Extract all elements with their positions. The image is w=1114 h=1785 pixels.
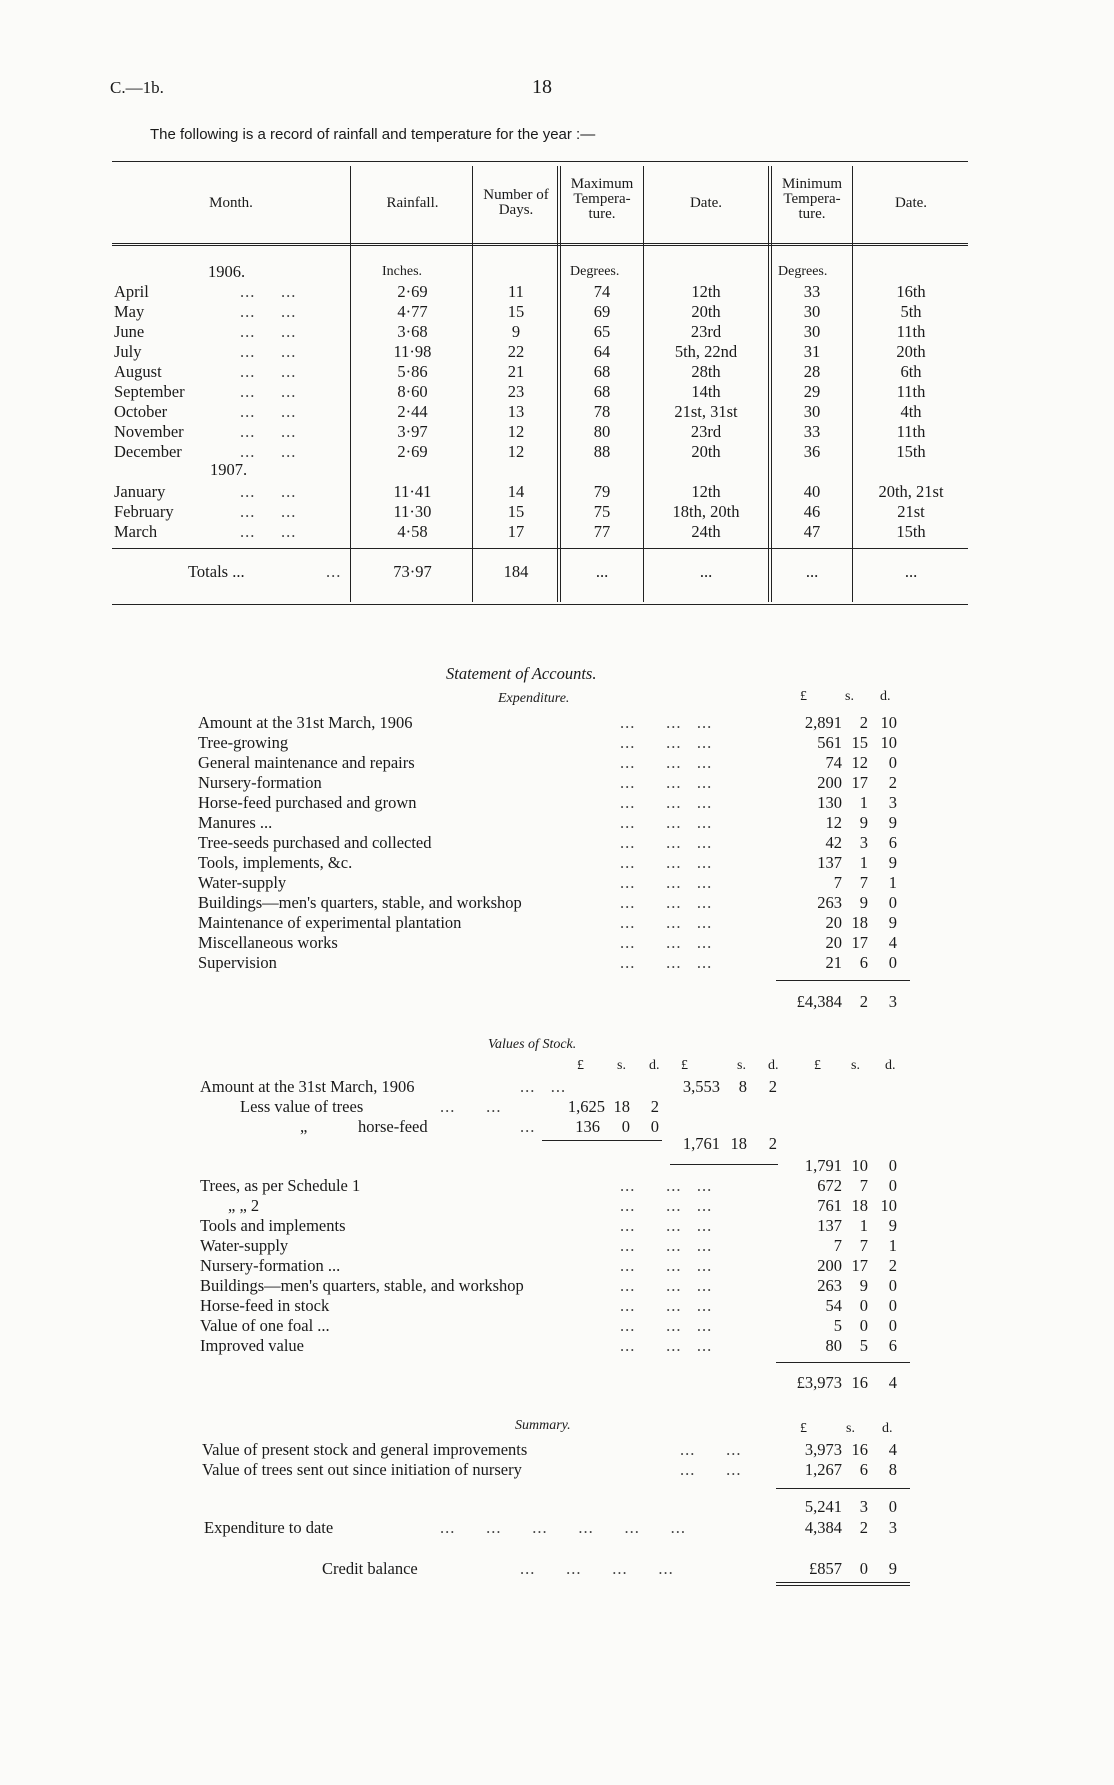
stock-total-pence: 4 (888, 1373, 897, 1392)
stock-item-pounds: 263 (817, 1276, 842, 1295)
rain-row-days: 9 (511, 322, 521, 341)
stock-item-label: Value of one foal ... (200, 1316, 330, 1335)
rain-row-min-date: 11th (896, 322, 926, 341)
expenditure-pounds: 74 (825, 753, 842, 772)
stock-item-pence: 0 (888, 1176, 897, 1195)
rain-row-leader: ... ... (240, 402, 297, 421)
expenditure-pence: 0 (888, 893, 897, 912)
intro-text: The following is a record of rainfall and temperature for the year :— (150, 126, 596, 143)
summary-title: Summary. (515, 1418, 571, 1433)
sum-col-pence: d. (882, 1421, 893, 1436)
expenditure-pounds: 200 (817, 773, 842, 792)
rain-row-max-date: 5th, 22nd (674, 342, 738, 361)
expenditure-shillings: 9 (859, 813, 868, 832)
rain-row-min: 46 (803, 502, 821, 521)
rain-row-max-date: 20th (691, 442, 721, 461)
expenditure-pounds: 561 (817, 733, 842, 752)
stock-col3-shillings: s. (851, 1058, 860, 1073)
rain-row-max: 74 (593, 282, 611, 301)
rain-row-leader: ... ... (240, 322, 297, 341)
stock-item-shillings: 0 (859, 1316, 868, 1335)
unit-degrees-min: Degrees. (778, 264, 828, 279)
stock-net-pounds: 1,791 (804, 1156, 842, 1175)
expenditure-label: Amount at the 31st March, 1906 (198, 713, 413, 732)
rain-row-rainfall: 8·60 (397, 382, 428, 401)
expenditure-leader: ... ... ... (620, 933, 713, 952)
expenditure-pounds: 7 (833, 873, 842, 892)
expenditure-shillings: 9 (859, 893, 868, 912)
expenditure-pence: 1 (888, 873, 897, 892)
expenditure-pounds: 137 (817, 853, 842, 872)
stock-item-pence: 2 (888, 1256, 897, 1275)
rain-row-days: 15 (507, 302, 525, 321)
rain-row-rainfall: 2·44 (397, 402, 428, 421)
rain-row-max-date: 12th (691, 282, 721, 301)
rain-row-rainfall: 2·69 (397, 442, 428, 461)
expenditure-leader: ... ... ... (620, 733, 713, 752)
rain-row-days: 15 (507, 502, 525, 521)
less-horse-pounds: 136 (575, 1117, 600, 1136)
stock-item-pounds: 761 (817, 1196, 842, 1215)
stock-item-shillings: 7 (859, 1236, 868, 1255)
rain-row-rainfall: 11·98 (393, 342, 432, 361)
rain-row-month: May (114, 302, 145, 321)
rain-row-leader: ... ... (240, 502, 297, 521)
summary-sum-pence: 0 (888, 1497, 897, 1516)
stock-item-pounds: 5 (833, 1316, 842, 1335)
trees-sent-pounds: 1,267 (804, 1460, 842, 1479)
rain-row-max: 80 (593, 422, 611, 441)
totals-max-date: ... (699, 562, 713, 581)
stock-net-pence: 0 (888, 1156, 897, 1175)
rain-row-min-date: 15th (896, 442, 926, 461)
acc-total-pounds: £4,384 (796, 992, 842, 1011)
stock-amount-pounds: 3,553 (682, 1077, 720, 1096)
present-stock-label: Value of present stock and general improvements (202, 1440, 528, 1459)
expenditure-to-date-pounds: 4,384 (804, 1518, 842, 1537)
expenditure-leader: ... ... ... (620, 813, 713, 832)
summary-sum-shillings: 3 (859, 1497, 868, 1516)
acc-total-pence: 3 (888, 992, 897, 1011)
expenditure-pence: 9 (888, 853, 897, 872)
stock-col3-pounds: £ (814, 1058, 821, 1073)
expenditure-label: Water-supply (198, 873, 287, 892)
stock-total-pounds: £3,973 (796, 1373, 842, 1392)
expenditure-shillings: 15 (851, 733, 868, 752)
rain-row-min-date: 6th (900, 362, 922, 381)
col-rainfall: Rainfall. (386, 195, 439, 211)
rain-row-leader: ... ... (240, 342, 297, 361)
expenditure-shillings: 1 (859, 853, 868, 872)
unit-inches: Inches. (382, 264, 423, 279)
rain-row-min: 31 (803, 342, 821, 361)
expenditure-leader: ... ... ... (620, 833, 713, 852)
less-horse-shillings: 0 (621, 1117, 630, 1136)
stock-item-pence: 0 (888, 1276, 897, 1295)
stock-item-shillings: 5 (859, 1336, 868, 1355)
present-stock-pence: 4 (888, 1440, 897, 1459)
stock-item-pounds: 200 (817, 1256, 842, 1275)
rain-row-leader: ... ... (240, 382, 297, 401)
expenditure-pounds: 20 (825, 913, 842, 932)
less-total-pounds: 1,761 (682, 1134, 720, 1153)
rain-row-rainfall: 3·68 (397, 322, 428, 341)
stock-item-label: Improved value (200, 1336, 305, 1355)
rain-row-days: 11 (508, 282, 524, 301)
year-1906: 1906. (208, 262, 246, 281)
credit-balance-pence: 9 (888, 1559, 897, 1578)
stock-item-label: „ „ 2 (228, 1196, 260, 1215)
expenditure-label: Tools, implements, &c. (198, 853, 353, 872)
less-trees-pence: 2 (650, 1097, 659, 1116)
stock-item-pounds: 7 (833, 1236, 842, 1255)
stock-col2-pounds: £ (681, 1058, 688, 1073)
expenditure-label: Maintenance of experimental plantation (198, 913, 462, 932)
rain-row-month: March (114, 522, 158, 541)
rain-row-days: 12 (507, 442, 525, 461)
year-1907: 1907. (210, 460, 248, 479)
stock-item-label: Nursery-formation ... (200, 1256, 341, 1275)
less-horse-ditto: „ (300, 1117, 308, 1136)
expenditure-pounds: 42 (825, 833, 842, 852)
expenditure-leader: ... ... ... (620, 953, 713, 972)
expenditure-pounds: 21 (825, 953, 842, 972)
rain-row-min: 30 (803, 322, 821, 341)
stock-col1-pounds: £ (577, 1058, 584, 1073)
stock-amount-leader: ... ... (520, 1077, 567, 1096)
stock-item-pounds: 137 (817, 1216, 842, 1235)
stock-item-pence: 1 (888, 1236, 897, 1255)
totals-min-date: ... (904, 562, 918, 581)
stock-item-leader: ... ... ... (620, 1276, 713, 1295)
credit-balance-label: Credit balance (322, 1559, 418, 1578)
credit-balance-shillings: 0 (859, 1559, 868, 1578)
expenditure-to-date-label: Expenditure to date (204, 1518, 334, 1537)
rain-row-max-date: 21st, 31st (674, 402, 738, 421)
stock-item-pounds: 54 (825, 1296, 842, 1315)
expenditure-label: General maintenance and repairs (198, 753, 415, 772)
rain-row-max: 68 (593, 382, 611, 401)
rain-row-max: 79 (593, 482, 611, 501)
trees-sent-pence: 8 (888, 1460, 897, 1479)
page-number: 18 (532, 76, 552, 98)
rain-row-rainfall: 3·97 (397, 422, 428, 441)
rain-row-min: 30 (803, 402, 821, 421)
stock-item-shillings: 0 (859, 1296, 868, 1315)
present-stock-leader: ... ... (680, 1440, 742, 1459)
expenditure-pence: 0 (888, 753, 897, 772)
stock-item-label: Horse-feed in stock (200, 1296, 330, 1315)
expenditure-label: Nursery-formation (198, 773, 322, 792)
rain-row-month: September (114, 382, 185, 401)
stock-item-pounds: 672 (817, 1176, 842, 1195)
expenditure-pence: 2 (888, 773, 897, 792)
sum-col-pounds: £ (800, 1421, 807, 1436)
stock-net-shillings: 10 (851, 1156, 868, 1175)
rain-row-max-date: 24th (691, 522, 721, 541)
rain-row-rainfall: 11·41 (393, 482, 432, 501)
rain-row-min: 29 (803, 382, 821, 401)
expenditure-shillings: 7 (859, 873, 868, 892)
expenditure-to-date-leader: ... ... ... ... ... ... (440, 1518, 686, 1537)
rain-row-month: October (114, 402, 168, 421)
stock-item-pence: 0 (888, 1316, 897, 1335)
rain-row-max-date: 14th (691, 382, 721, 401)
expenditure-to-date-pence: 3 (888, 1518, 897, 1537)
expenditure-pence: 3 (888, 793, 897, 812)
stock-col2-pence: d. (768, 1058, 779, 1073)
totals-days: 184 (503, 562, 529, 581)
rain-row-days: 17 (507, 522, 525, 541)
rain-row-rainfall: 2·69 (397, 282, 428, 301)
expenditure-shillings: 3 (859, 833, 868, 852)
expenditure-label: Miscellaneous works (198, 933, 338, 952)
expenditure-label: Tree-growing (198, 733, 289, 752)
less-total-pence: 2 (768, 1134, 777, 1153)
rain-row-month: June (114, 322, 145, 341)
rain-row-leader: ... ... (240, 522, 297, 541)
rain-row-days: 22 (507, 342, 525, 361)
stock-amount-pence: 2 (768, 1077, 777, 1096)
expenditure-subtitle: Expenditure. (498, 691, 570, 706)
rain-row-min: 40 (803, 482, 821, 501)
expenditure-leader: ... ... ... (620, 713, 713, 732)
rain-row-month: November (114, 422, 184, 441)
rain-row-max: 88 (593, 442, 611, 461)
rain-row-leader: ... ... (240, 422, 297, 441)
rain-row-rainfall: 11·30 (393, 502, 432, 521)
rain-row-min: 47 (803, 522, 821, 541)
expenditure-label: Manures ... (198, 813, 273, 832)
expenditure-leader: ... ... ... (620, 913, 713, 932)
stock-item-leader: ... ... ... (620, 1176, 713, 1195)
col-days: Number of Days. (483, 187, 549, 218)
present-stock-pounds: 3,973 (804, 1440, 842, 1459)
rain-row-min: 33 (803, 422, 821, 441)
stock-item-pence: 10 (880, 1196, 897, 1215)
expenditure-pence: 10 (880, 713, 897, 732)
totals-min: ... (805, 562, 819, 581)
less-trees-label: Less value of trees (240, 1097, 364, 1116)
expenditure-label: Buildings—men's quarters, stable, and workshop (198, 893, 522, 912)
expenditure-label: Horse-feed purchased and grown (198, 793, 417, 812)
rain-row-month: August (114, 362, 162, 381)
rain-row-min: 36 (803, 442, 821, 461)
rain-row-month: February (114, 502, 174, 521)
totals-leader: ... (326, 562, 342, 581)
stock-item-pence: 9 (888, 1216, 897, 1235)
accounts-title: Statement of Accounts. (446, 664, 597, 683)
totals-max: ... (595, 562, 609, 581)
rain-row-max: 64 (593, 342, 611, 361)
stock-item-label: Water-supply (200, 1236, 289, 1255)
col-min-date: Date. (894, 195, 928, 211)
rain-row-leader: ... ... (240, 362, 297, 381)
stock-col2-shillings: s. (737, 1058, 746, 1073)
stock-item-leader: ... ... ... (620, 1256, 713, 1275)
rain-row-leader: ... ... (240, 302, 297, 321)
unit-degrees-max: Degrees. (570, 264, 620, 279)
stock-total-shillings: 16 (851, 1373, 868, 1392)
stock-amount-shillings: 8 (738, 1077, 747, 1096)
rain-row-min-date: 16th (896, 282, 926, 301)
stock-col1-pence: d. (649, 1058, 660, 1073)
less-trees-leader: ... ... (440, 1097, 502, 1116)
rain-row-max: 78 (593, 402, 611, 421)
rain-row-min-date: 21st (897, 502, 925, 521)
rain-row-min-date: 15th (896, 522, 926, 541)
rain-row-min-date: 4th (900, 402, 922, 421)
stock-item-leader: ... ... ... (620, 1196, 713, 1215)
expenditure-leader: ... ... ... (620, 873, 713, 892)
present-stock-shillings: 16 (851, 1440, 868, 1459)
stock-item-leader: ... ... ... (620, 1236, 713, 1255)
less-trees-pounds: 1,625 (567, 1097, 605, 1116)
rain-row-max-date: 28th (691, 362, 721, 381)
stock-col3-pence: d. (885, 1058, 896, 1073)
trees-sent-shillings: 6 (859, 1460, 868, 1479)
rain-row-days: 14 (507, 482, 525, 501)
rain-row-min-date: 11th (896, 422, 926, 441)
sum-col-shillings: s. (846, 1421, 855, 1436)
expenditure-label: Tree-seeds purchased and collected (198, 833, 432, 852)
trees-sent-leader: ... ... (680, 1460, 742, 1479)
expenditure-shillings: 18 (851, 913, 868, 932)
expenditure-label: Supervision (198, 953, 277, 972)
stock-item-leader: ... ... ... (620, 1296, 713, 1315)
stock-item-shillings: 7 (859, 1176, 868, 1195)
expenditure-shillings: 2 (859, 713, 868, 732)
stock-title: Values of Stock. (488, 1037, 577, 1052)
rain-row-max: 68 (593, 362, 611, 381)
acc-col-pounds: £ (800, 689, 807, 704)
less-total-shillings: 18 (730, 1134, 747, 1153)
less-trees-shillings: 18 (613, 1097, 630, 1116)
acc-col-shillings: s. (845, 689, 854, 704)
rain-row-max-date: 18th, 20th (672, 502, 740, 521)
rain-row-min-date: 20th (896, 342, 926, 361)
stock-item-leader: ... ... ... (620, 1336, 713, 1355)
expenditure-pence: 9 (888, 813, 897, 832)
rain-row-max: 75 (593, 502, 611, 521)
credit-balance-pounds: £857 (809, 1559, 842, 1578)
expenditure-shillings: 1 (859, 793, 868, 812)
rain-row-days: 12 (507, 422, 525, 441)
stock-item-shillings: 1 (859, 1216, 868, 1235)
col-min-temp: Minimum Tempera-ture. (781, 176, 842, 222)
expenditure-pence: 10 (880, 733, 897, 752)
expenditure-pounds: 12 (825, 813, 842, 832)
less-horse-leader: ... (520, 1117, 536, 1136)
stock-item-label: Tools and implements (200, 1216, 346, 1235)
rain-row-max-date: 12th (691, 482, 721, 501)
stock-amount-label: Amount at the 31st March, 1906 (200, 1077, 415, 1096)
rain-row-max-date: 23rd (690, 422, 722, 441)
expenditure-pounds: 130 (817, 793, 842, 812)
expenditure-pounds: 2,891 (804, 713, 842, 732)
expenditure-pence: 6 (888, 833, 897, 852)
summary-sum-pounds: 5,241 (804, 1497, 842, 1516)
expenditure-shillings: 17 (851, 933, 868, 952)
expenditure-pence: 0 (888, 953, 897, 972)
less-horse-label: horse-feed (358, 1117, 428, 1136)
stock-item-shillings: 9 (859, 1276, 868, 1295)
expenditure-leader: ... ... ... (620, 773, 713, 792)
rain-row-leader: ... ... (240, 282, 297, 301)
document-reference: C.—1b. (110, 78, 164, 97)
expenditure-pence: 4 (888, 933, 897, 952)
expenditure-pence: 9 (888, 913, 897, 932)
rain-row-max: 77 (593, 522, 611, 541)
rain-row-month: January (114, 482, 166, 501)
stock-item-label: Buildings—men's quarters, stable, and workshop (200, 1276, 524, 1295)
rain-row-month: December (114, 442, 182, 461)
rain-row-max: 65 (593, 322, 611, 341)
expenditure-leader: ... ... ... (620, 853, 713, 872)
expenditure-pounds: 263 (817, 893, 842, 912)
rain-row-min-date: 5th (900, 302, 922, 321)
expenditure-pounds: 20 (825, 933, 842, 952)
stock-item-leader: ... ... ... (620, 1316, 713, 1335)
rain-row-leader: ... ... (240, 442, 297, 461)
expenditure-shillings: 6 (859, 953, 868, 972)
stock-item-shillings: 18 (851, 1196, 868, 1215)
stock-item-leader: ... ... ... (620, 1216, 713, 1235)
rain-row-min: 33 (803, 282, 821, 301)
rain-row-min: 28 (803, 362, 821, 381)
expenditure-leader: ... ... ... (620, 753, 713, 772)
expenditure-shillings: 17 (851, 773, 868, 792)
totals-rain: 73·97 (393, 562, 432, 581)
expenditure-leader: ... ... ... (620, 893, 713, 912)
totals-label: Totals ... (188, 562, 245, 581)
stock-item-label: Trees, as per Schedule 1 (200, 1176, 361, 1195)
stock-col1-shillings: s. (617, 1058, 626, 1073)
rain-row-month: April (114, 282, 149, 301)
stock-item-pence: 6 (888, 1336, 897, 1355)
rain-row-min: 30 (803, 302, 821, 321)
rain-row-month: July (114, 342, 142, 361)
stock-item-pounds: 80 (825, 1336, 842, 1355)
rain-row-rainfall: 5·86 (397, 362, 428, 381)
rain-row-max-date: 23rd (690, 322, 722, 341)
stock-item-shillings: 17 (851, 1256, 868, 1275)
acc-total-shillings: 2 (859, 992, 868, 1011)
rain-row-max-date: 20th (691, 302, 721, 321)
col-max-temp: Maximum Tempera-ture. (570, 176, 634, 222)
rain-row-days: 21 (507, 362, 525, 381)
col-max-date: Date. (689, 195, 723, 211)
expenditure-leader: ... ... ... (620, 793, 713, 812)
col-month: Month. (209, 195, 253, 211)
expenditure-to-date-shillings: 2 (859, 1518, 868, 1537)
rain-row-days: 23 (507, 382, 525, 401)
rain-row-rainfall: 4·58 (397, 522, 428, 541)
rain-row-rainfall: 4·77 (397, 302, 428, 321)
stock-item-pence: 0 (888, 1296, 897, 1315)
acc-col-pence: d. (880, 689, 891, 704)
rain-row-min-date: 11th (896, 382, 926, 401)
rain-row-leader: ... ... (240, 482, 297, 501)
credit-balance-leader: ... ... ... ... (520, 1559, 674, 1578)
less-horse-pence: 0 (650, 1117, 659, 1136)
expenditure-shillings: 12 (851, 753, 868, 772)
trees-sent-label: Value of trees sent out since initiation of nursery (202, 1460, 522, 1479)
rain-row-min-date: 20th, 21st (878, 482, 944, 501)
rain-row-max: 69 (593, 302, 611, 321)
rain-row-days: 13 (507, 402, 525, 421)
